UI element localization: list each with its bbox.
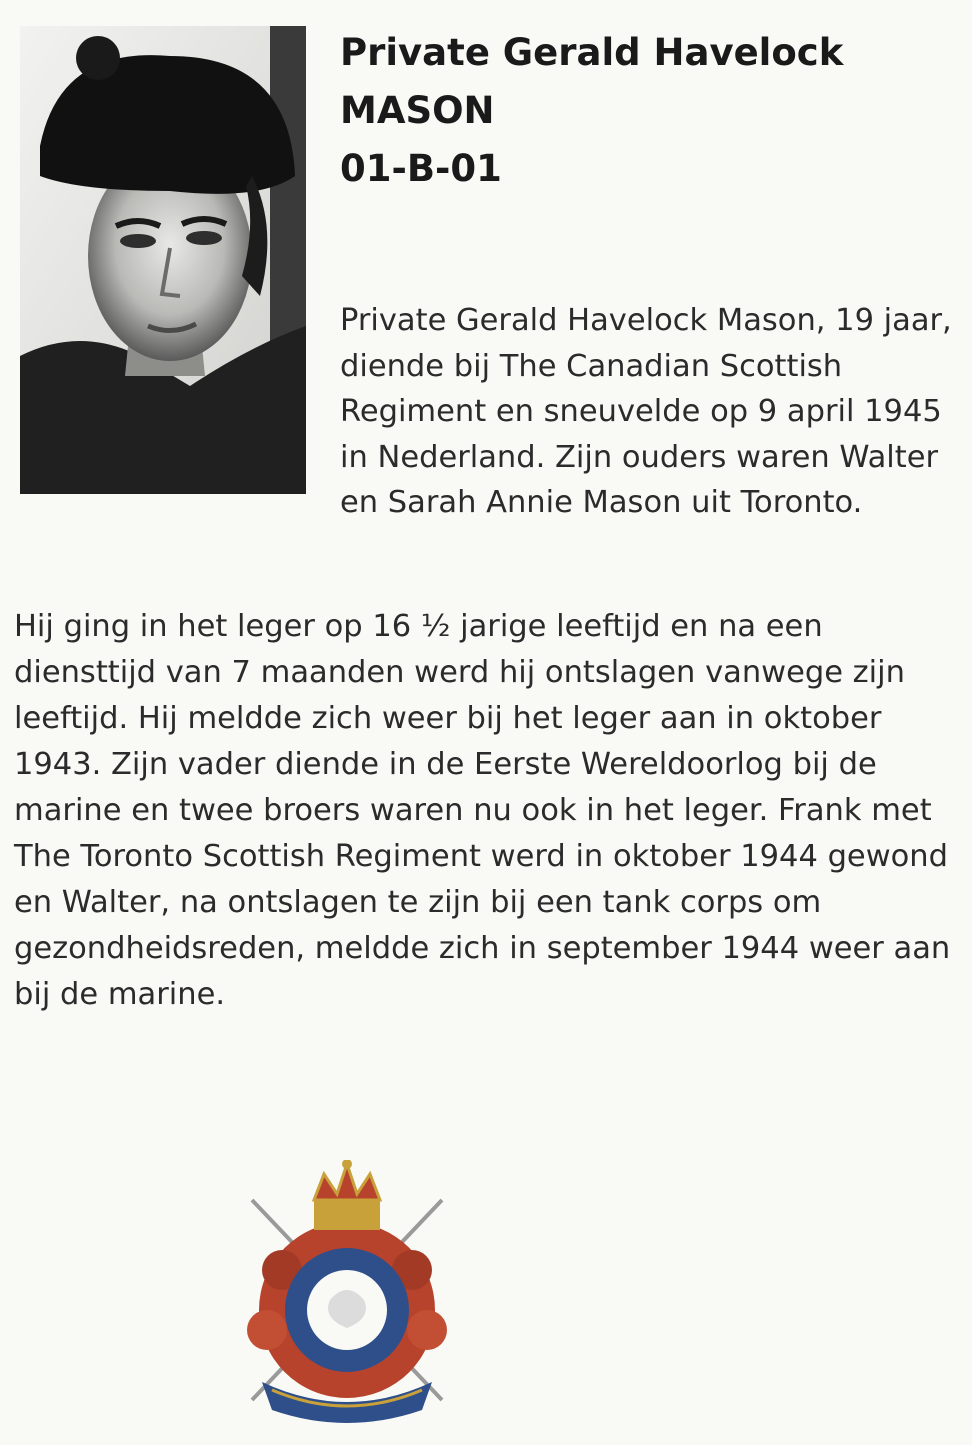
page-title: [340, 24, 950, 198]
title-name-line: Private Gerald Havelock: [340, 31, 844, 74]
grave-reference: 01-B-01: [340, 147, 502, 190]
portrait-spacer: [14, 298, 340, 526]
intro-paragraph-block: [14, 298, 964, 526]
title-surname-line: MASON: [340, 89, 495, 132]
intro-paragraph: Private Gerald Havelock Mason, 19 jaar, diende bij The Canadian Scottish Regiment en sneuvelde op 9 april 1945 in Nederland. Zijn ouders waren Walter en Sarah Annie Mason uit Toronto.: [340, 303, 952, 520]
regimental-cap-badge: [222, 1160, 472, 1430]
biography-paragraph: Hij ging in het leger op 16 ½ jarige leeftijd en na een diensttijd van 7 maanden werd hij ontslagen vanwege zijn leeftijd. Hij meldde zich weer bij het leger aan in oktober 1943. Zijn vader diende in de Eerste Wereldoorlog bij de marine en twee broers waren nu ook in het leger. Frank met The Toronto Scottish Regiment werd in oktober 1944 gewond en Walter, na ontslagen te zijn bij een tank corps om gezondheidsreden, meldde zich in september 1944 weer aan bij de marine.: [14, 609, 951, 1012]
